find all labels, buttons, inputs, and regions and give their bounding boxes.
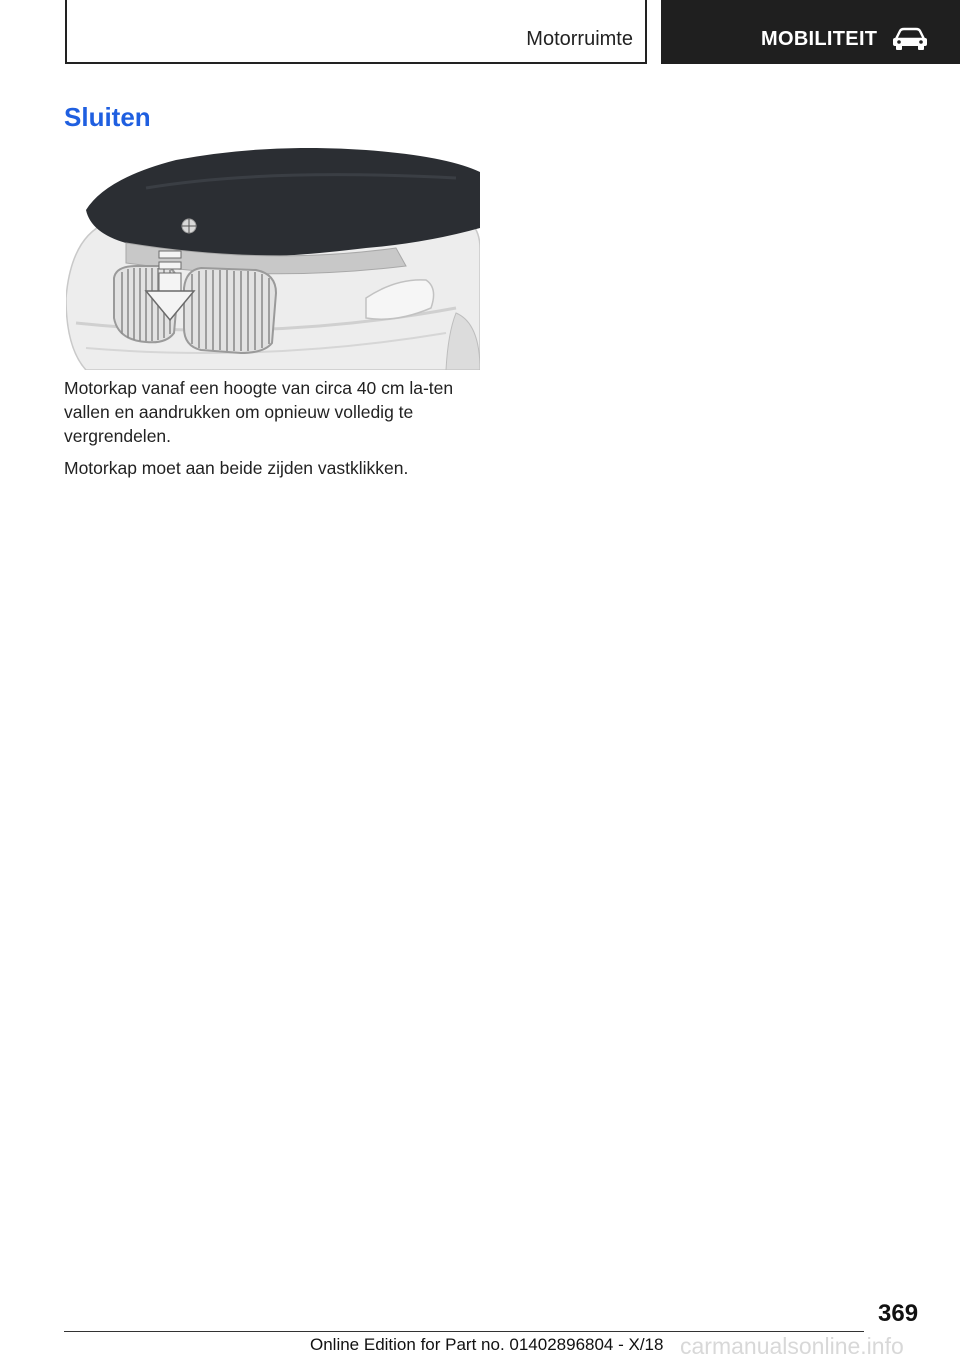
header-chapter-box: [661, 0, 960, 64]
header-chapter-title: MOBILITEIT: [761, 28, 878, 50]
paragraph-1: Motorkap vanaf een hoogte van circa 40 cm la-ten vallen en aandrukken om opnieuw volledig te vergrendelen.: [64, 378, 454, 446]
hood-closing-illustration: [66, 148, 480, 370]
header-section-box: [65, 0, 647, 64]
paragraph-2: Motorkap moet aan beide zijden vastklikken.: [64, 458, 409, 478]
section-title: Sluiten: [64, 102, 151, 132]
car-icon: [891, 27, 929, 51]
page-number: 369: [878, 1300, 919, 1327]
header-section-title: Motorruimte: [526, 28, 633, 50]
footer-divider: [64, 1331, 864, 1332]
watermark: carmanualsonline.info: [680, 1333, 904, 1359]
body-text: [64, 376, 484, 488]
footer-edition: Online Edition for Part no. 01402896804 - X/18: [310, 1335, 664, 1354]
